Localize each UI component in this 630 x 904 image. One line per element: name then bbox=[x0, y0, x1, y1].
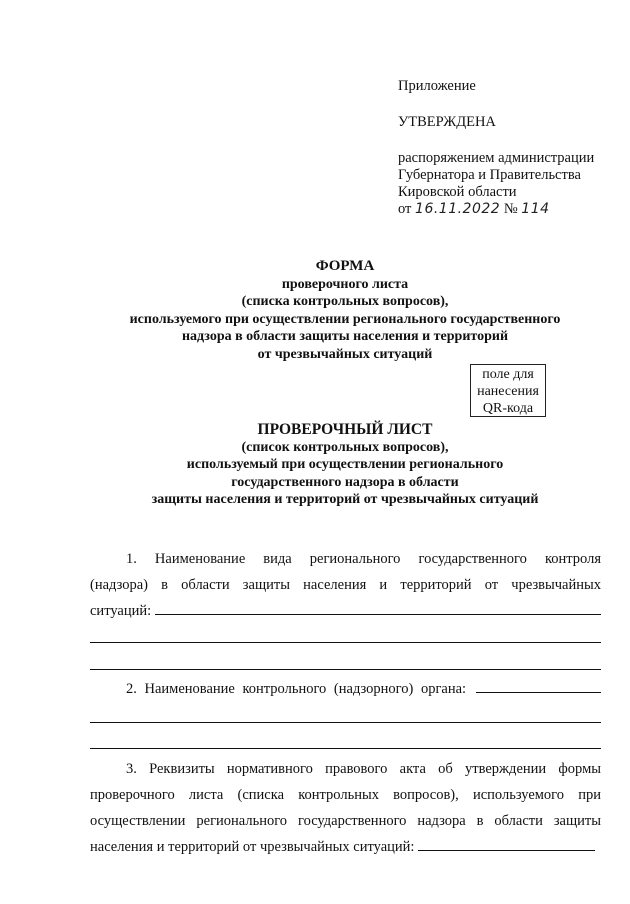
handwritten-number: 114 bbox=[521, 201, 550, 217]
approval-date-line bbox=[398, 201, 618, 218]
appendix-label: Приложение bbox=[398, 78, 476, 94]
item-3-text-1: 3. Реквизиты нормативного правового акта об утверждении формы bbox=[126, 761, 601, 777]
item-2-blank-line[interactable] bbox=[90, 748, 601, 749]
item-3-line-2: проверочного листа (списка контрольных вопросов), используемого при bbox=[90, 787, 601, 803]
item-2 bbox=[90, 676, 601, 702]
form-title: ФОРМА bbox=[315, 258, 375, 274]
item-1-text-3: ситуаций: bbox=[90, 603, 152, 619]
date-prefix: от bbox=[398, 201, 412, 217]
item-1-blank-line[interactable] bbox=[90, 642, 601, 643]
number-sign: № bbox=[503, 201, 518, 217]
checklist-heading-line: государственного надзора в области bbox=[231, 474, 459, 490]
item-1-line-2: (надзора) в области защиты населения и территорий от чрезвычайных bbox=[90, 577, 601, 593]
form-heading bbox=[90, 258, 600, 363]
approval-line: распоряжением администрации bbox=[398, 150, 595, 166]
qr-box-line: поле для bbox=[482, 367, 534, 382]
checklist-heading bbox=[90, 421, 600, 509]
checklist-title: ПРОВЕРОЧНЫЙ ЛИСТ bbox=[257, 421, 433, 438]
checklist-heading-line: используемый при осуществлении регионального bbox=[186, 457, 504, 472]
item-3-line-3: осуществлении регионального государственного надзора в области защиты bbox=[90, 813, 601, 829]
qr-code-field bbox=[470, 364, 546, 417]
item-3 bbox=[90, 756, 601, 860]
form-heading-line: от чрезвычайных ситуаций bbox=[257, 346, 433, 362]
approved-label: УТВЕРЖДЕНА bbox=[398, 114, 496, 130]
item-2-fill-field[interactable] bbox=[476, 680, 601, 693]
item-1 bbox=[90, 546, 601, 624]
item-1-line-3 bbox=[90, 598, 601, 624]
form-heading-line: проверочного листа bbox=[281, 276, 409, 292]
form-heading-line: (списка контрольных вопросов), bbox=[241, 294, 449, 309]
item-3-fill-field[interactable] bbox=[418, 838, 595, 851]
item-3-text-4: населения и территорий от чрезвычайных ситуаций: bbox=[90, 839, 415, 855]
item-1-blank-line[interactable] bbox=[90, 669, 601, 670]
qr-box-line: нанесения bbox=[477, 384, 539, 399]
approval-line: Губернатора и Правительства bbox=[398, 167, 581, 183]
item-1-text-1: 1. Наименование вида регионального государственного контроля bbox=[126, 551, 601, 567]
form-heading-line: надзора в области защиты населения и территорий bbox=[181, 329, 509, 344]
item-2-text-1: 2. Наименование контрольного (надзорного) органа: bbox=[126, 681, 467, 697]
item-2-line-1 bbox=[90, 676, 601, 702]
form-heading-line: используемого при осуществлении регионального государственного bbox=[129, 311, 561, 327]
checklist-heading-line: (список контрольных вопросов), bbox=[241, 439, 449, 455]
item-2-blank-line[interactable] bbox=[90, 722, 601, 723]
handwritten-date: 16.11.2022 bbox=[415, 201, 501, 217]
approval-block bbox=[398, 78, 618, 218]
checklist-heading-line: защиты населения и территорий от чрезвычайных ситуаций bbox=[151, 492, 539, 507]
item-3-line-4 bbox=[90, 834, 601, 860]
approval-line: Кировской области bbox=[398, 184, 517, 200]
item-3-line-1 bbox=[90, 756, 601, 782]
item-1-fill-field[interactable] bbox=[155, 602, 601, 615]
item-1-line-1 bbox=[90, 546, 601, 572]
qr-box-line: QR-кода bbox=[482, 401, 534, 416]
